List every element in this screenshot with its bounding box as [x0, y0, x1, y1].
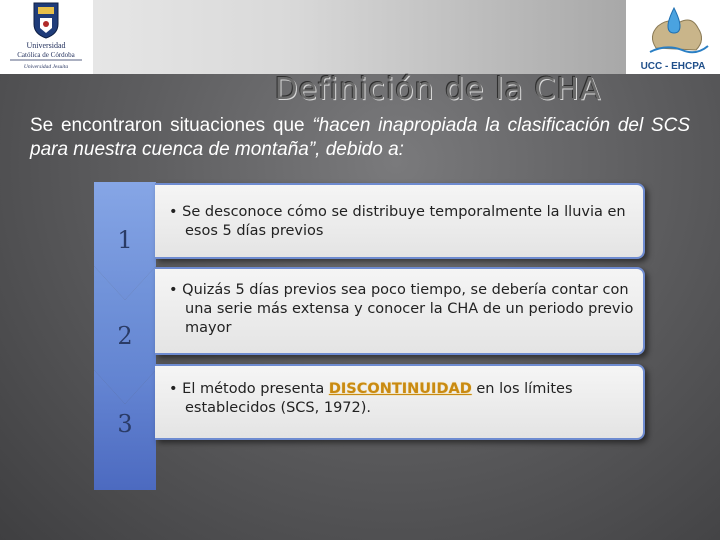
bullet-icon: • — [169, 282, 178, 298]
ehcpa-logo-icon — [626, 0, 720, 74]
bullet-icon: • — [169, 381, 178, 397]
step-text-2 — [169, 281, 655, 338]
logo-tagline: Universidad Jesuita — [23, 64, 69, 70]
intro-paragraph — [30, 114, 690, 162]
step-number-2: 2 — [117, 322, 133, 350]
step-card-1 — [155, 183, 645, 259]
ehcpa-logo-text: UCC - EHCPA — [640, 61, 706, 72]
step-number-1: 1 — [117, 226, 133, 254]
intro-italic: “hacen inapropiada la clasificación del SCS para nuestra cuenca de montaña”, debido a: — [30, 115, 690, 160]
slide-title-text: Definición de la CHA — [274, 72, 602, 107]
slide-title — [0, 72, 720, 107]
step-number-3: 3 — [117, 410, 133, 438]
step-card-2 — [155, 267, 645, 355]
header-bar — [0, 0, 720, 74]
step-3-text-before: El método presenta — [182, 381, 329, 397]
step-text-3 — [169, 380, 655, 418]
discontinuidad-highlight: DISCONTINUIDAD — [328, 381, 472, 397]
logo-line1: Universidad — [26, 41, 66, 50]
university-logo — [0, 0, 93, 74]
intro-upright: Se encontraron situaciones que — [30, 115, 313, 136]
university-crest-icon — [0, 0, 93, 74]
step-3-text-after: en los límites establecidos (SCS, 1972). — [185, 381, 573, 416]
ehcpa-logo — [626, 0, 720, 74]
step-card-3 — [155, 364, 645, 440]
step-text-1 — [169, 203, 655, 241]
bullet-icon: • — [169, 204, 178, 220]
step-2-text: Quizás 5 días previos sea poco tiempo, se debería contar con una serie más extensa y conocer la CHA de un periodo previo mayor — [182, 282, 634, 336]
step-1-text: Se desconoce cómo se distribuye temporalmente la lluvia en esos 5 días previos — [182, 204, 626, 239]
logo-line2: Católica de Córdoba — [17, 51, 75, 59]
